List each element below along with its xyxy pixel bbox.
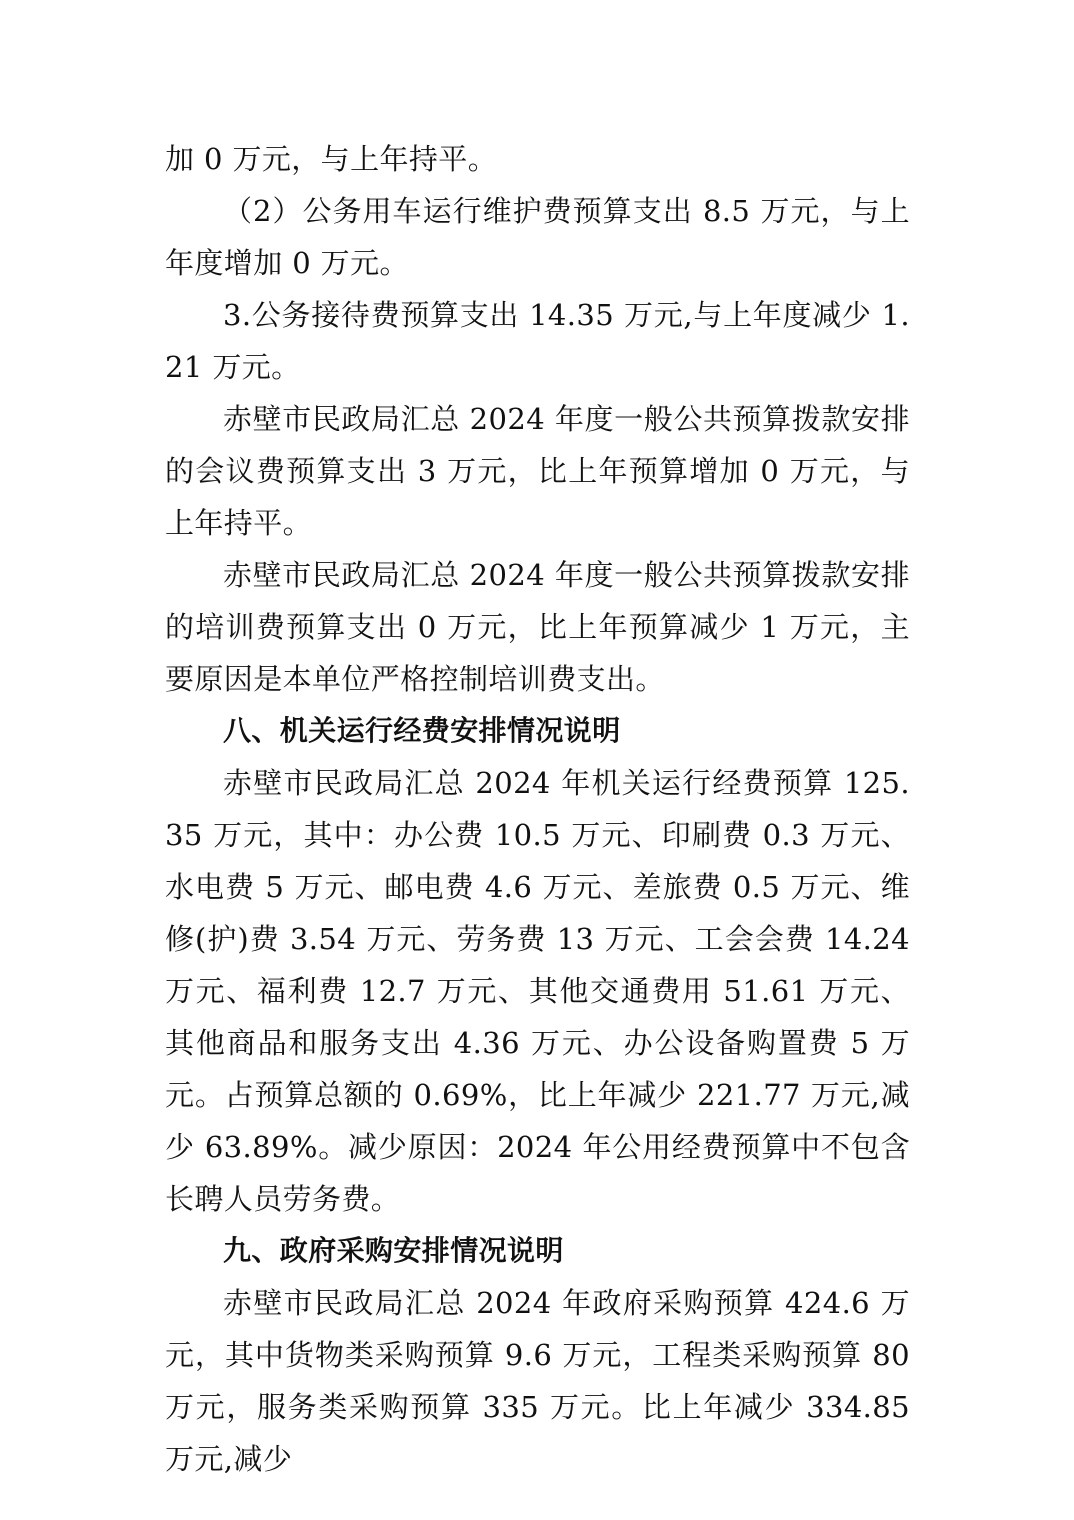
document-page bbox=[165, 133, 910, 1485]
paragraph-reception-fee: 3.公务接待费预算支出 14.35 万元,与上年度减少 1.21 万元。 bbox=[165, 298, 910, 384]
paragraph-operating-expenses: 赤壁市民政局汇总 2024 年机关运行经费预算 125.35 万元，其中：办公费 10.5 万元、印刷费 0.3 万元、水电费 5 万元、邮电费 4.6 万元、差旅费 0.5 万元、维修(护)费 3.54 万元、劳务费 13 万元、工会会费 14.24 万元、福利费 12.7 万元、其他交通费用 51.61 万元、其他商品和服务支出 4.36 万元、办公设备购置费 5 万元。占预算总额的 0.69%，比上年减少 221.77 万元,减少 63.89%。减少原因：2024 年公用经费预算中不包含长聘人员劳务费。 bbox=[165, 766, 910, 1216]
paragraph-continuation: 加 0 万元，与上年持平。 bbox=[165, 142, 498, 176]
section-heading-government-procurement: 九、政府采购安排情况说明 bbox=[223, 1234, 564, 1267]
paragraph-government-procurement: 赤壁市民政局汇总 2024 年政府采购预算 424.6 万元，其中货物类采购预算 9.6 万元，工程类采购预算 80 万元，服务类采购预算 335 万元。比上年减少 334.85 万元,减少 bbox=[165, 1286, 910, 1476]
paragraph-training-fee: 赤壁市民政局汇总 2024 年度一般公共预算拨款安排的培训费预算支出 0 万元，比上年预算减少 1 万元，主要原因是本单位严格控制培训费支出。 bbox=[165, 558, 910, 696]
section-heading-operating-expenses: 八、机关运行经费安排情况说明 bbox=[223, 714, 621, 747]
paragraph-meeting-fee: 赤壁市民政局汇总 2024 年度一般公共预算拨款安排的会议费预算支出 3 万元，比上年预算增加 0 万元，与上年持平。 bbox=[165, 402, 910, 540]
paragraph-vehicle-maintenance: （2）公务用车运行维护费预算支出 8.5 万元，与上年度增加 0 万元。 bbox=[165, 194, 910, 280]
